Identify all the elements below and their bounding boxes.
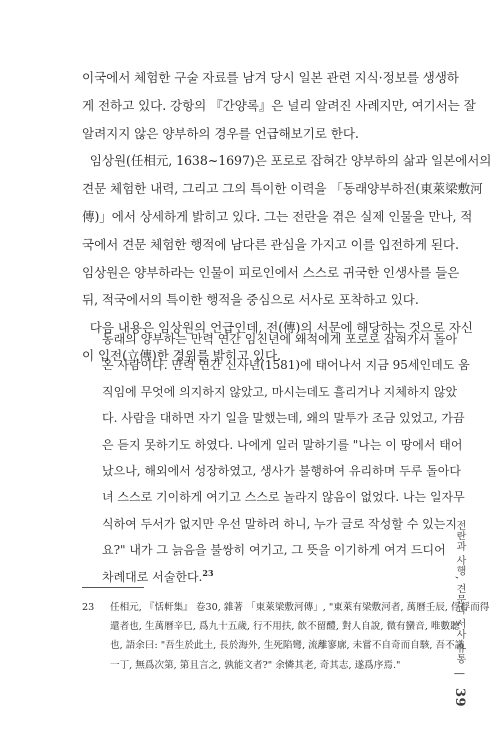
running-header-title: 전란과 사행, 견문과 서사 유통: [454, 520, 465, 665]
quote-line: 다. 사람을 대하면 자기 일을 말했는데, 왜의 말투가 조금 있었고, 가끔: [102, 411, 465, 426]
footnote-text: 任相元, 『恬軒集』 卷30, 雜著 「東萊梁敷河傳」, "東萊有梁敷河者, 萬曆壬辰, 俘俘而得: [110, 602, 490, 613]
quote-line: 식하여 두서가 없지만 우선 말하려 하니, 누가 글로 작성할 수 있는지: [102, 516, 457, 531]
quote-line: 동래의 양부하는 만력 연간 임진년에 왜적에게 포로로 잡혀가서 돌아: [102, 332, 458, 346]
footnote-text: 也, 語余曰: "吾生於此土, 長於海外, 生死陷彎, 流離寥廓, 未嘗不自奇而自駭, 吾不識: [110, 640, 465, 652]
footnote-line: [82, 636, 465, 655]
footnote-line: [82, 617, 460, 636]
running-header-separator: |: [454, 672, 465, 676]
quote-line-last: [102, 564, 438, 590]
body-line: 임상원은 양부하라는 인물이 피로인에서 스스로 귀국한 인생사를 들은: [82, 264, 460, 280]
body-line: 이 입전(立傳)한 경위를 밝히고 있다.: [82, 347, 281, 363]
footnote-number: 23: [82, 602, 95, 613]
quote-line: 은 듣지 못하기도 하였다. 나에게 일러 말하기를 "나는 이 땅에서 태어: [102, 437, 463, 452]
body-line: 견문 체험한 내력, 그리고 그의 특이한 이력을 「동래양부하전(東萊梁敷河: [82, 181, 483, 197]
footnote: [82, 598, 490, 675]
footnote-text: 還者也, 生萬曆辛巳, 爲九十五歲, 行不用扶, 飮不留醴, 對人自說, 微有蠻音, 唯數聽: [110, 621, 460, 633]
body-line: 임상원(任相元, 1638~1697)은 포로로 잡혀간 양부하의 삶과 일본에서의: [82, 153, 492, 169]
body-line: 게 전하고 있다. 강항의 『간양록』은 널리 알려진 사례지만, 여기서는 잘: [82, 97, 476, 113]
body-line: 국에서 견문 체험한 행적에 남다른 관심을 가지고 이를 입전하게 된다.: [82, 236, 459, 252]
footnote-text: 一丁, 無爲次第, 第且言之, 孰能文者?" 余憐其老, 奇其志, 遂爲序焉.": [110, 659, 401, 671]
block-quote: [102, 326, 470, 590]
body-line: 이국에서 체험한 구술 자료를 남겨 당시 일본 관련 지식·정보를 생생하: [82, 70, 459, 85]
body-line: 뒤, 적국에서의 특이한 행적을 중심으로 서사로 포착하고 있다.: [82, 292, 419, 308]
quote-line: 요?" 내가 그 늙음을 불쌍히 여기고, 그 뜻을 이기하게 여겨 드디어: [102, 543, 446, 558]
footnote-line: [82, 598, 490, 617]
footnote-divider: [82, 587, 144, 588]
footnote-line: [82, 656, 438, 675]
body-line: 傳)」에서 상세하게 밝히고 있다. 그는 전란을 겪은 실제 인물을 만나, 적: [82, 208, 473, 224]
quote-line: 온 사람이다. 만력 연간 신사년(1581)에 태어나서 지금 95세인데도 움: [102, 358, 470, 373]
page-number: 39: [452, 687, 467, 707]
main-body-text: [82, 64, 492, 370]
running-header: [452, 520, 467, 707]
body-line: 알려지지 않은 양부하의 경우를 언급해보기로 한다.: [82, 125, 359, 141]
body-line: 다음 내용은 임상원의 언급인데, 전(傳)의 서문에 해당하는 것으로 자신: [82, 320, 473, 336]
footnote-reference[interactable]: 23: [202, 567, 214, 578]
quote-line: 녀 스스로 기이하게 여기고 스스로 놀라지 않음이 없었다. 나는 일자무: [102, 490, 465, 505]
quote-line: 직임에 무엇에 의지하지 않았고, 마시는데도 흘리거나 지체하지 않았: [102, 384, 458, 399]
quote-line: 났으나, 해외에서 성장하였고, 생사가 불행하여 유리하며 두루 돌아다: [102, 464, 461, 479]
quote-line-text: 차례대로 서술한다.: [102, 569, 203, 584]
